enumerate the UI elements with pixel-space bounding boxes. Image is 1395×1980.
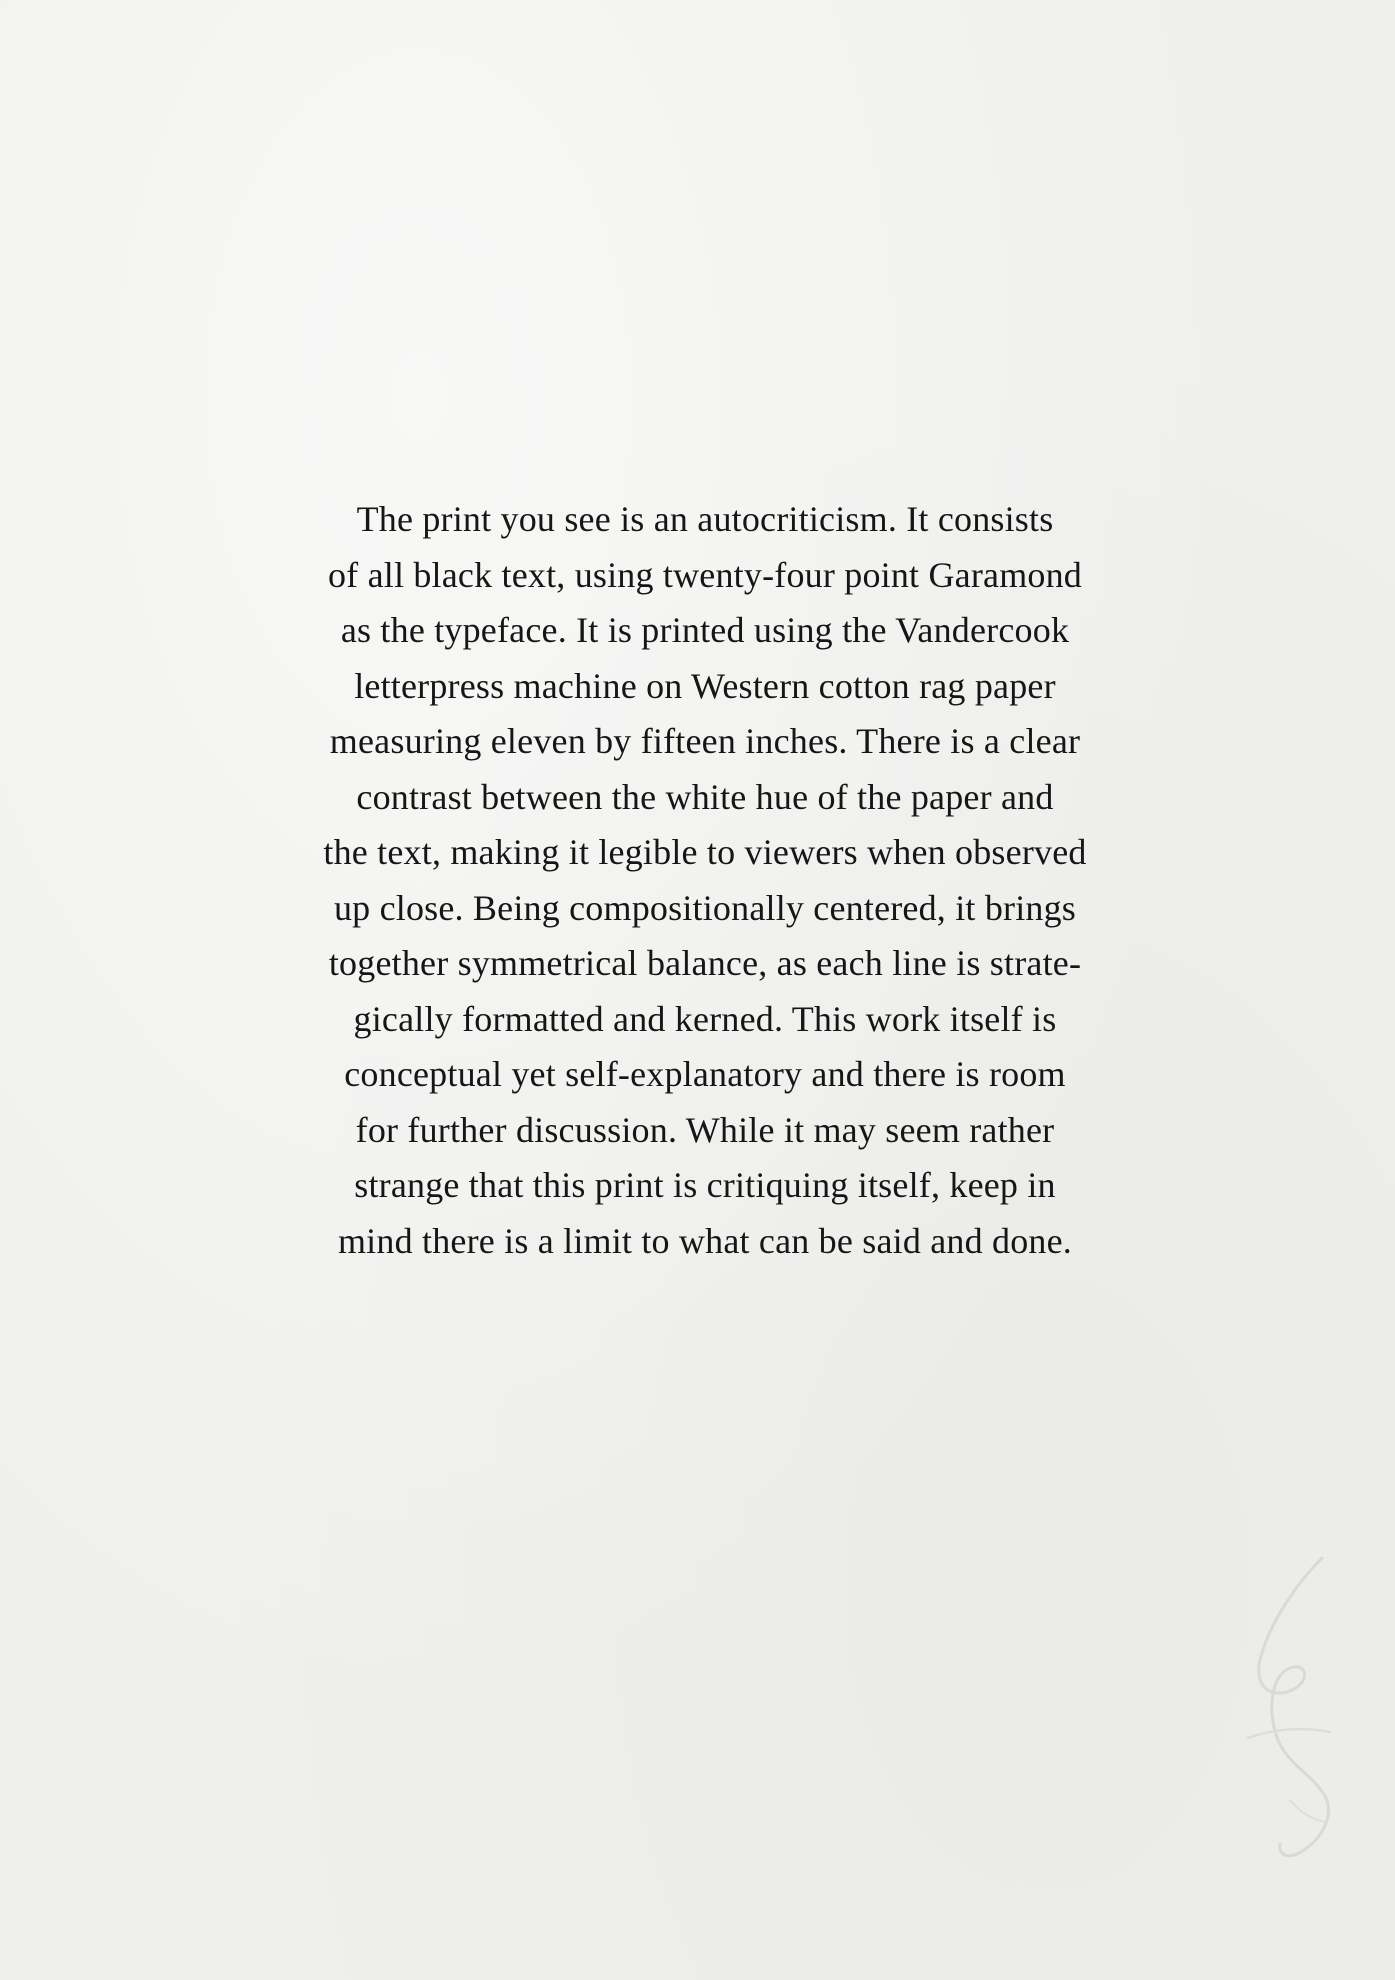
- text-line: the text, making it legible to viewers when observed: [323, 832, 1087, 872]
- text-line: letterpress machine on Western cotton rag paper: [354, 665, 1056, 706]
- text-line: for further discussion. While it may seem rather: [355, 1109, 1055, 1150]
- text-line: measuring eleven by fifteen inches. There is a clear: [329, 721, 1081, 761]
- text-line: up close. Being compositionally centered, it brings: [333, 887, 1077, 928]
- text-line: conceptual yet self-explanatory and there is room: [344, 1054, 1066, 1094]
- text-line: of all black text, using twenty-four point Garamond: [327, 554, 1083, 595]
- text-line: contrast between the white hue of the paper and: [356, 776, 1054, 817]
- text-line: together symmetrical balance, as each line is strate-: [328, 943, 1082, 983]
- embossed-signature-mark: [1230, 1550, 1350, 1880]
- text-line: mind there is a limit to what can be said and done.: [337, 1220, 1072, 1261]
- print-text-block: [240, 492, 1170, 1269]
- text-line: as the typeface. It is printed using the Vandercook: [340, 610, 1070, 650]
- text-line: The print you see is an autocriticism. It consists: [356, 499, 1054, 539]
- text-line: gically formatted and kerned. This work itself is: [353, 998, 1057, 1039]
- text-line: strange that this print is critiquing itself, keep in: [354, 1165, 1056, 1205]
